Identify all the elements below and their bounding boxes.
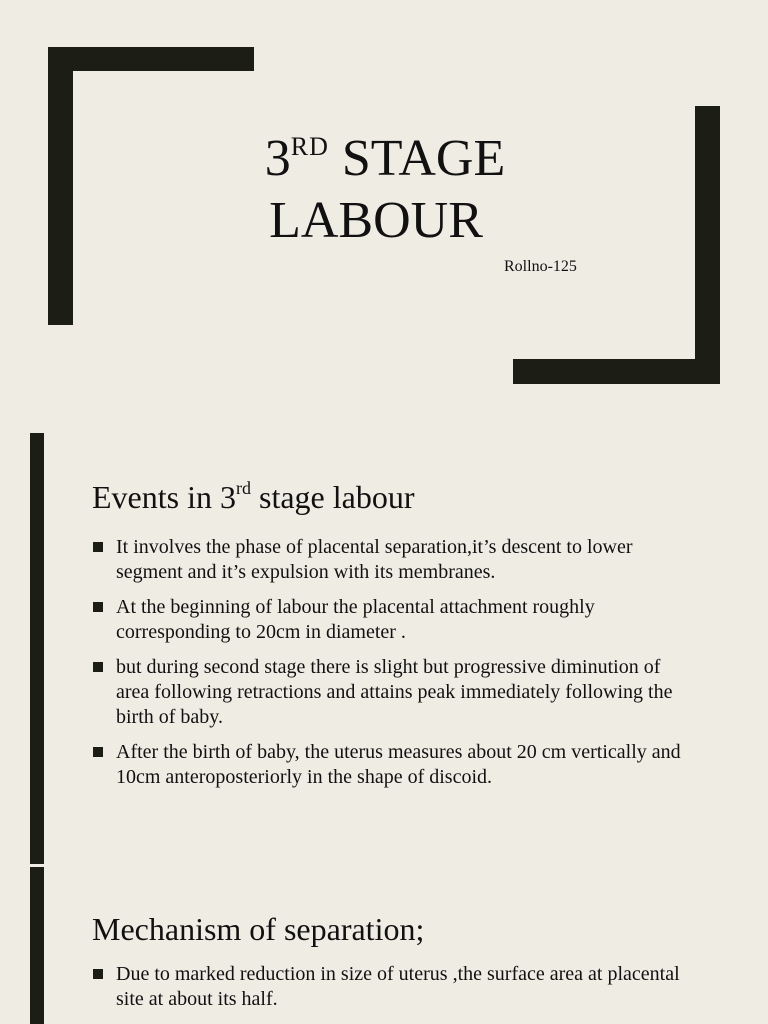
bullet-text: It involves the phase of placental separation,it’s descent to lower segment and it’s expulsion with its membranes. (116, 536, 633, 583)
roll-number: Rollno-125 (504, 258, 577, 275)
heading-suffix: stage labour (250, 479, 415, 515)
frame-bottom-right-horizontal (513, 359, 720, 384)
bullet-square-icon (93, 747, 103, 757)
bullet-square-icon (93, 662, 103, 672)
title-number: 3 (264, 130, 291, 187)
title-superscript: RD (290, 132, 329, 161)
bullet-square-icon (93, 542, 103, 552)
title-line-2: LABOUR (269, 192, 483, 249)
bullet-text: but during second stage there is slight but progressive diminution of area following retractions and attains peak immediately following the birth of baby. (116, 656, 673, 728)
bullet-square-icon (93, 602, 103, 612)
events-heading (92, 478, 414, 516)
frame-top-left-horizontal (48, 47, 254, 71)
mechanism-heading: Mechanism of separation; (92, 911, 425, 947)
slide-title (0, 116, 768, 252)
heading-prefix: Events in 3 (92, 479, 236, 515)
events-bullet-list (92, 535, 692, 800)
slide-accent-bar (30, 867, 44, 1024)
bullet-square-icon (93, 969, 103, 979)
bullet-text: Due to marked reduction in size of uterus ,the surface area at placental site at about its half. (116, 963, 680, 1010)
bullet-text: At the beginning of labour the placental attachment roughly corresponding to 20cm in diameter . (116, 596, 595, 643)
list-item (92, 655, 692, 730)
title-rest: STAGE (328, 130, 506, 187)
title-line-1 (0, 116, 768, 190)
slide-accent-bar (30, 433, 44, 864)
bullet-text: After the birth of baby, the uterus measures about 20 cm vertically and 10cm anteroposteriorly in the shape of discoid. (116, 741, 681, 788)
heading-superscript: rd (235, 478, 251, 498)
mechanism-bullet-list (92, 962, 692, 1022)
list-item (92, 740, 692, 790)
list-item (92, 595, 692, 645)
list-item (92, 535, 692, 585)
list-item (92, 962, 692, 1012)
